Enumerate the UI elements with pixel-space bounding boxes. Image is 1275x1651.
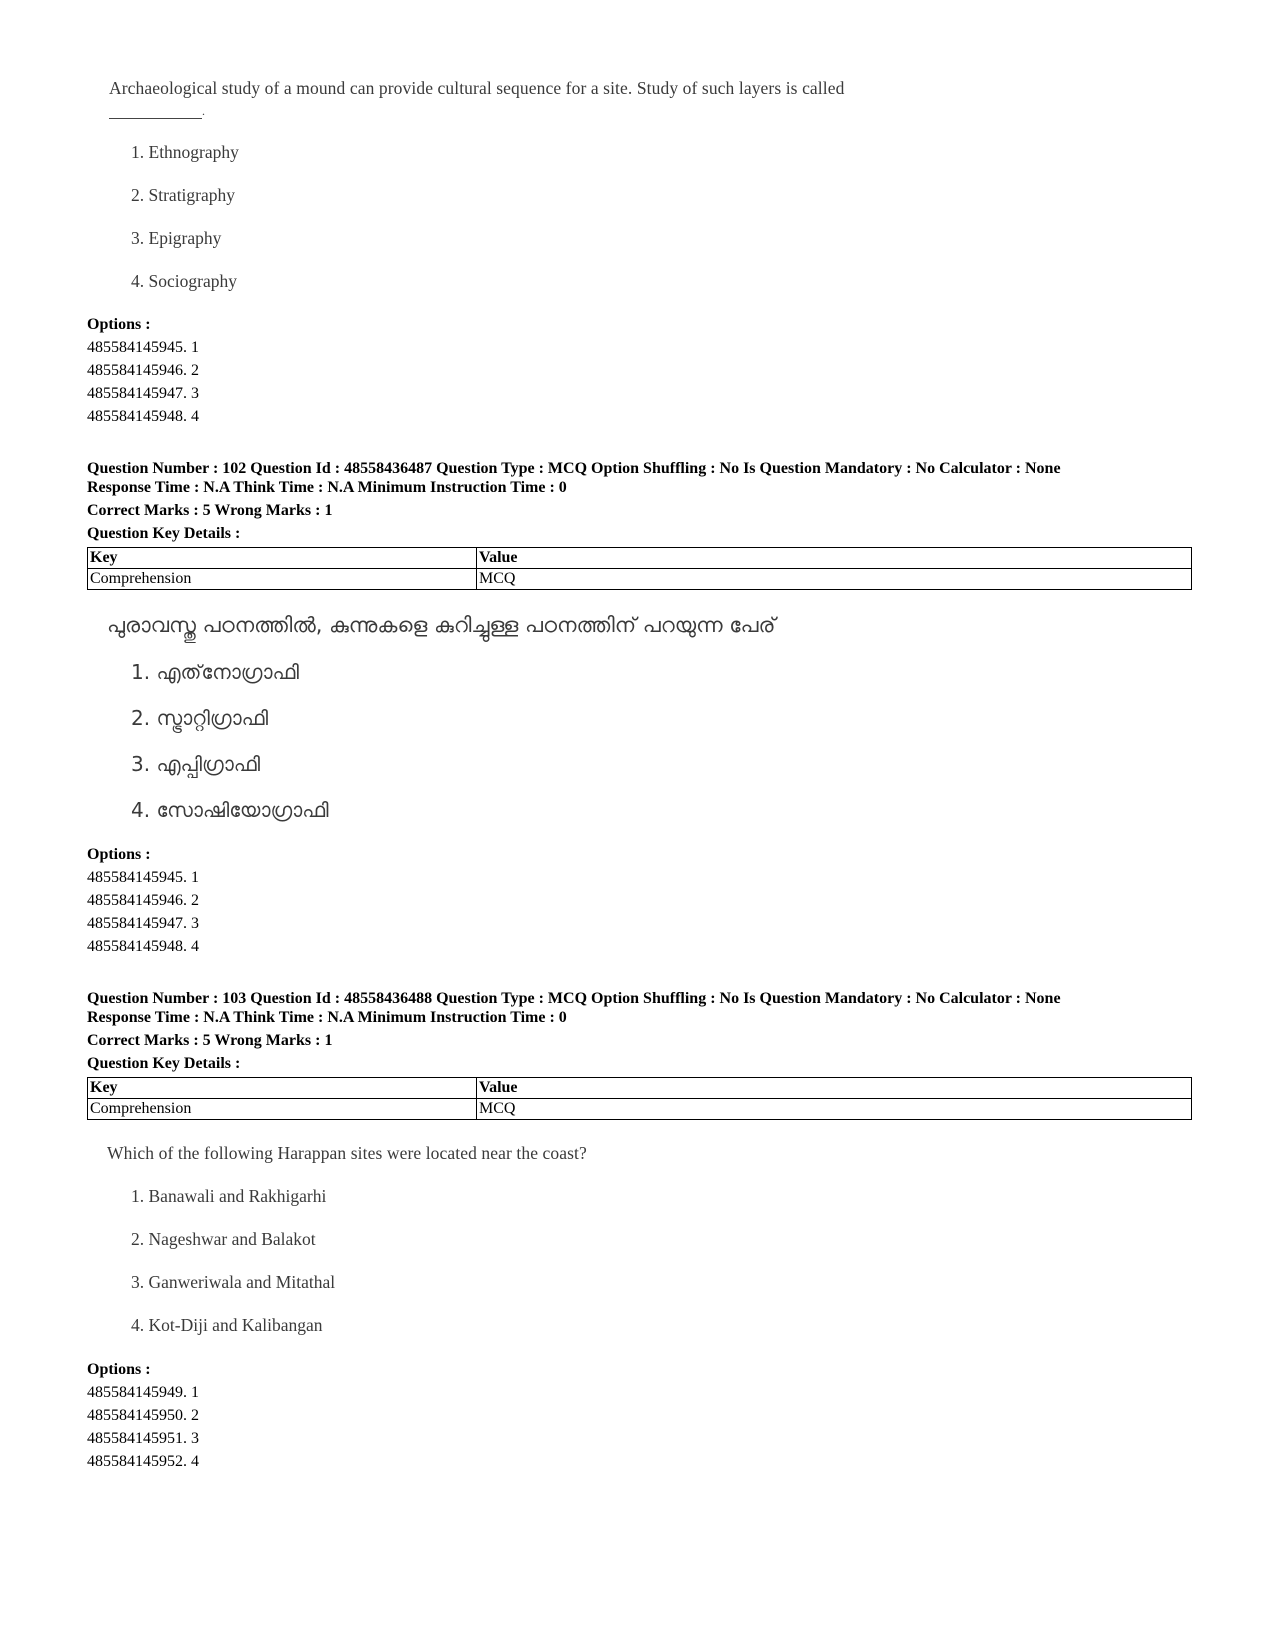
option-id-3: 485584145947. 3	[87, 385, 199, 402]
option-id-4: 485584145952. 4	[87, 1453, 199, 1470]
options-label: Options :	[87, 316, 151, 333]
option-id-2: 485584145946. 2	[87, 892, 199, 909]
key-cell: Comprehension	[88, 569, 477, 590]
choice-3: 3. Ganweriwala and Mitathal	[131, 1272, 336, 1292]
choice-1: 1. എത്‌നോഗ്രാഫി	[131, 660, 299, 684]
key-details-label: Question Key Details :	[87, 1055, 241, 1072]
option-id-1: 485584145949. 1	[87, 1384, 199, 1401]
question-header-line2: Response Time : N.A Think Time : N.A Minimum Instruction Time : 0	[87, 479, 567, 496]
option-id-3: 485584145947. 3	[87, 915, 199, 932]
answer-blank	[109, 118, 202, 119]
choice-3: 3. എപ്പിഗ്രാഫി	[131, 752, 261, 776]
value-cell: MCQ	[477, 1099, 1192, 1120]
question-text: Archaeological study of a mound can provide cultural sequence for a site. Study of such layers is called	[109, 78, 845, 98]
value-cell: MCQ	[477, 569, 1192, 590]
option-id-4: 485584145948. 4	[87, 938, 199, 955]
key-cell: Comprehension	[88, 1099, 477, 1120]
key-details-label: Question Key Details :	[87, 525, 241, 542]
table-row	[88, 1099, 1192, 1120]
option-id-1: 485584145945. 1	[87, 869, 199, 886]
key-details-table	[87, 1077, 1192, 1120]
choice-2: 2. Stratigraphy	[131, 185, 236, 205]
key-details-table	[87, 547, 1192, 590]
choice-1: 1. Ethnography	[131, 142, 239, 162]
question-header-line2: Response Time : N.A Think Time : N.A Minimum Instruction Time : 0	[87, 1009, 567, 1026]
option-id-3: 485584145951. 3	[87, 1430, 199, 1447]
choice-4: 4. Kot-Diji and Kalibangan	[131, 1315, 323, 1335]
choice-4: 4. സോഷിയോഗ്രാഫി	[131, 798, 329, 822]
options-label: Options :	[87, 846, 151, 863]
table-header-row	[88, 1078, 1192, 1099]
question-text: പുരാവസ്തു പഠനത്തിൽ, കുന്നുകളെ കുറിച്ചുള്ള പഠനത്തിന് പറയുന്ന പേര്	[107, 613, 776, 637]
option-id-1: 485584145945. 1	[87, 339, 199, 356]
choice-4: 4. Sociography	[131, 271, 237, 291]
key-header: Key	[88, 1078, 477, 1099]
options-label: Options :	[87, 1361, 151, 1378]
value-header: Value	[477, 1078, 1192, 1099]
option-id-4: 485584145948. 4	[87, 408, 199, 425]
question-text: Which of the following Harappan sites were located near the coast?	[107, 1143, 587, 1163]
marks-line: Correct Marks : 5 Wrong Marks : 1	[87, 502, 333, 519]
table-row	[88, 569, 1192, 590]
key-header: Key	[88, 548, 477, 569]
choice-2: 2. സ്ട്രാറ്റിഗ്രാഫി	[131, 706, 269, 730]
question-header-line1: Question Number : 102 Question Id : 48558436487 Question Type : MCQ Option Shuffling : No Is Question Mandatory : No Calculator : None	[87, 460, 1061, 477]
marks-line: Correct Marks : 5 Wrong Marks : 1	[87, 1032, 333, 1049]
choice-1: 1. Banawali and Rakhigarhi	[131, 1186, 327, 1206]
table-header-row	[88, 548, 1192, 569]
question-end-mark: .	[202, 104, 206, 118]
choice-3: 3. Epigraphy	[131, 228, 222, 248]
option-id-2: 485584145950. 2	[87, 1407, 199, 1424]
value-header: Value	[477, 548, 1192, 569]
choice-2: 2. Nageshwar and Balakot	[131, 1229, 316, 1249]
option-id-2: 485584145946. 2	[87, 362, 199, 379]
question-header-line1: Question Number : 103 Question Id : 48558436488 Question Type : MCQ Option Shuffling : No Is Question Mandatory : No Calculator : None	[87, 990, 1061, 1007]
